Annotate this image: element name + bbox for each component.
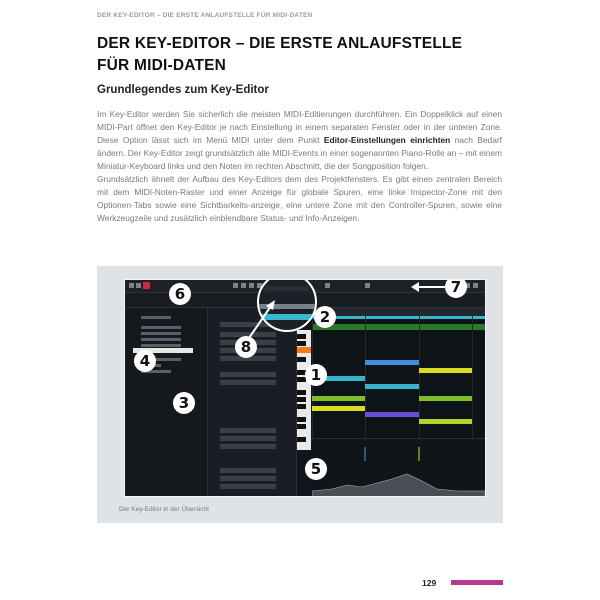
callout-marker-7: 7: [445, 279, 467, 298]
magnified-toolbar: [265, 286, 309, 291]
chapter-title: DER KEY-EDITOR – DIE ERSTE ANLAUFSTELLE FÜR MIDI-DATEN: [97, 35, 463, 74]
toolbar-icon: [249, 283, 254, 288]
midi-note[interactable]: [419, 368, 472, 373]
ruler[interactable]: [312, 308, 485, 316]
black-key: [297, 404, 306, 409]
controller-lane[interactable]: [312, 438, 485, 497]
callout-marker-3: 3: [173, 392, 195, 414]
midi-note[interactable]: [365, 412, 419, 417]
running-head: DER KEY-EDITOR – DIE ERSTE ANLAUFSTELLE FÜR MIDI-DATEN: [97, 12, 313, 19]
controller-curve: [312, 439, 485, 497]
callout-marker-8: 8: [235, 336, 257, 358]
track-row: [141, 316, 171, 319]
page-number: 129: [422, 578, 437, 588]
black-key: [297, 357, 306, 362]
black-key: [297, 341, 306, 346]
inspector-zone: [208, 308, 297, 496]
midi-note[interactable]: [419, 419, 472, 424]
inspector-tab: [220, 444, 276, 449]
callout-marker-1: 1: [305, 364, 327, 386]
toolbar-icon: [325, 283, 330, 288]
midi-note[interactable]: [365, 384, 419, 389]
section-title: Grundlegendes zum Key-Editor: [97, 84, 269, 96]
black-key: [297, 334, 306, 339]
black-key: [297, 397, 306, 402]
midi-note[interactable]: [312, 406, 365, 411]
toolbar-icon: [129, 283, 134, 288]
callout-marker-4: 4: [134, 350, 156, 372]
visibility-zone: [125, 308, 208, 496]
track-row: [141, 326, 181, 329]
callout-marker-6: 6: [169, 283, 191, 305]
toolbar-icon: [365, 283, 370, 288]
midi-note[interactable]: [365, 360, 419, 365]
grid-line: [472, 308, 473, 458]
chord-track: [312, 324, 485, 330]
figure-caption: Der Key-Editor in der Übersicht: [119, 506, 209, 513]
magnified-global-track: [259, 314, 315, 320]
paragraph-1: [97, 108, 502, 173]
toolbar-icon: [136, 283, 141, 288]
inspector-tab: [220, 476, 276, 481]
body-text: [97, 108, 502, 225]
toolbar-icon: [241, 283, 246, 288]
callout-marker-5: 5: [305, 458, 327, 480]
inspector-tab: [220, 372, 276, 377]
paragraph-1-text-a: Im Key-Editor werden Sie sicherlich die meisten MIDI-Editierungen durchführen. Ein Doppelklick auf einen MIDI-Part öffnet den Key-Editor je nach Einstellung in einem separaten Fenster oder in der unteren Zone. Diese Option lässt sich im Menü MIDI unter dem Punkt: [97, 109, 502, 146]
record-icon: [143, 282, 150, 289]
highlighted-key: [297, 347, 311, 353]
mini-keyboard: [297, 330, 311, 450]
inspector-tab: [220, 380, 276, 385]
inspector-tab: [220, 468, 276, 473]
track-row: [141, 332, 181, 335]
grid-line: [419, 308, 420, 458]
menu-path-bold: Editor-Einstellungen einrichten: [323, 135, 451, 146]
note-grid[interactable]: [312, 308, 485, 496]
inspector-tab: [220, 436, 276, 441]
track-row: [141, 344, 181, 347]
magnified-ruler: [259, 304, 315, 309]
toolbar-icon: [473, 283, 478, 288]
paragraph-1-text-b: nach Bedarf ändern. Der Key-Editor zeigt grundsätzlich alle MIDI-Events in einer sogenannten Piano-Rolle an – mit einem Miniatur-Keyboard links und den Noten im rechten Abschnitt, die der Songposition folgen.: [97, 135, 502, 172]
black-key: [297, 424, 306, 429]
key-editor-screenshot: [124, 279, 486, 497]
paragraph-2: Grundsätzlich ähnelt der Aufbau des Key-Editors dem des Projektfensters. Es gibt einen zentralen Bereich mit dem MIDI-Noten-Raster und einer Anzeige für globale Spuren, eine linke Inspector-Zone mit den Optionen-Tabs sowie eine Sichtbarkeits-anzeige, eine untere Zone mit den Controller-Spuren, sowie eine Werkzeugzeile und zusätzlich einblendbare Status- und Info-Anzeigen.: [97, 174, 502, 224]
inspector-tab: [220, 484, 276, 489]
track-row: [141, 338, 181, 341]
grid-line: [365, 308, 366, 458]
midi-note[interactable]: [419, 396, 472, 401]
midi-note[interactable]: [312, 396, 365, 401]
figure-key-editor: [97, 266, 503, 523]
magnifier-callout: [257, 279, 317, 332]
black-key: [297, 417, 306, 422]
black-key: [297, 390, 306, 395]
black-key: [297, 437, 306, 442]
inspector-tab: [220, 428, 276, 433]
global-track: [312, 316, 485, 319]
page-accent-bar: [451, 580, 503, 585]
toolbar-icon: [233, 283, 238, 288]
callout-marker-2: 2: [314, 306, 336, 328]
